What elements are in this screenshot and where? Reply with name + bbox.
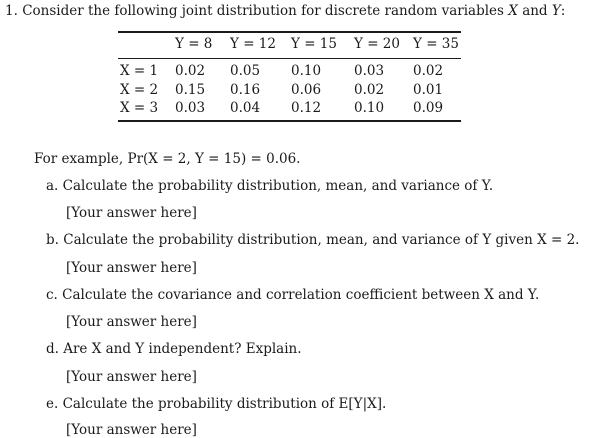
part-letter: e.	[46, 396, 59, 412]
var-y: Y	[551, 3, 561, 19]
part-letter: d.	[46, 341, 59, 357]
col-header-y8: Y = 8	[175, 36, 213, 52]
table-cell: 0.05	[230, 63, 261, 79]
part-c	[46, 287, 539, 303]
table-cell: 0.02	[413, 63, 444, 79]
table-cell: 0.01	[413, 82, 444, 98]
part-letter: a.	[46, 178, 59, 194]
colon: :	[560, 3, 566, 19]
part-letter: b.	[46, 232, 59, 248]
part-a	[46, 178, 493, 194]
answer-e[interactable]: [Your answer here]	[66, 422, 197, 438]
part-b	[46, 232, 579, 248]
col-header-y35: Y = 35	[413, 36, 459, 52]
part-text: Calculate the probability distribution, mean, and variance of Y.	[62, 178, 494, 194]
table-bottom-rule	[118, 120, 461, 122]
answer-d[interactable]: [Your answer here]	[66, 369, 197, 385]
table-cell: 0.10	[291, 63, 322, 79]
question-heading	[5, 3, 565, 19]
table-cell: 0.15	[175, 82, 206, 98]
table-cell: 0.12	[291, 100, 322, 116]
part-text: Are X and Y independent? Explain.	[63, 341, 302, 357]
col-header-y20: Y = 20	[354, 36, 400, 52]
part-text: Calculate the probability distribution of E[Y|X].	[62, 396, 387, 412]
table-top-rule	[118, 31, 461, 33]
row-label-x3: X = 3	[120, 100, 159, 116]
table-cell: 0.02	[175, 63, 206, 79]
part-text: Calculate the covariance and correlation coefficient between X and Y.	[62, 287, 540, 303]
answer-c[interactable]: [Your answer here]	[66, 314, 197, 330]
example-text: For example, Pr(X = 2, Y = 15) = 0.06.	[34, 151, 301, 167]
answer-b[interactable]: [Your answer here]	[66, 260, 197, 276]
table-header-rule	[118, 58, 461, 59]
row-label-x2: X = 2	[120, 82, 159, 98]
table-cell: 0.10	[354, 100, 385, 116]
table-cell: 0.03	[175, 100, 206, 116]
var-x: X	[508, 3, 518, 19]
row-label-x1: X = 1	[120, 63, 159, 79]
question-number: 1.	[5, 3, 18, 19]
table-cell: 0.03	[354, 63, 385, 79]
table-cell: 0.06	[291, 82, 322, 98]
answer-a[interactable]: [Your answer here]	[66, 205, 197, 221]
part-letter: c.	[46, 287, 58, 303]
col-header-y12: Y = 12	[230, 36, 276, 52]
and-word: and	[522, 3, 548, 19]
table-cell: 0.04	[230, 100, 261, 116]
part-e	[46, 396, 386, 412]
part-text: Calculate the probability distribution, mean, and variance of Y given X = 2.	[63, 232, 580, 248]
table-cell: 0.16	[230, 82, 261, 98]
table-cell: 0.09	[413, 100, 444, 116]
col-header-y15: Y = 15	[291, 36, 337, 52]
question-intro: Consider the following joint distribution for discrete random variables	[22, 3, 504, 19]
table-cell: 0.02	[354, 82, 385, 98]
part-d	[46, 341, 302, 357]
